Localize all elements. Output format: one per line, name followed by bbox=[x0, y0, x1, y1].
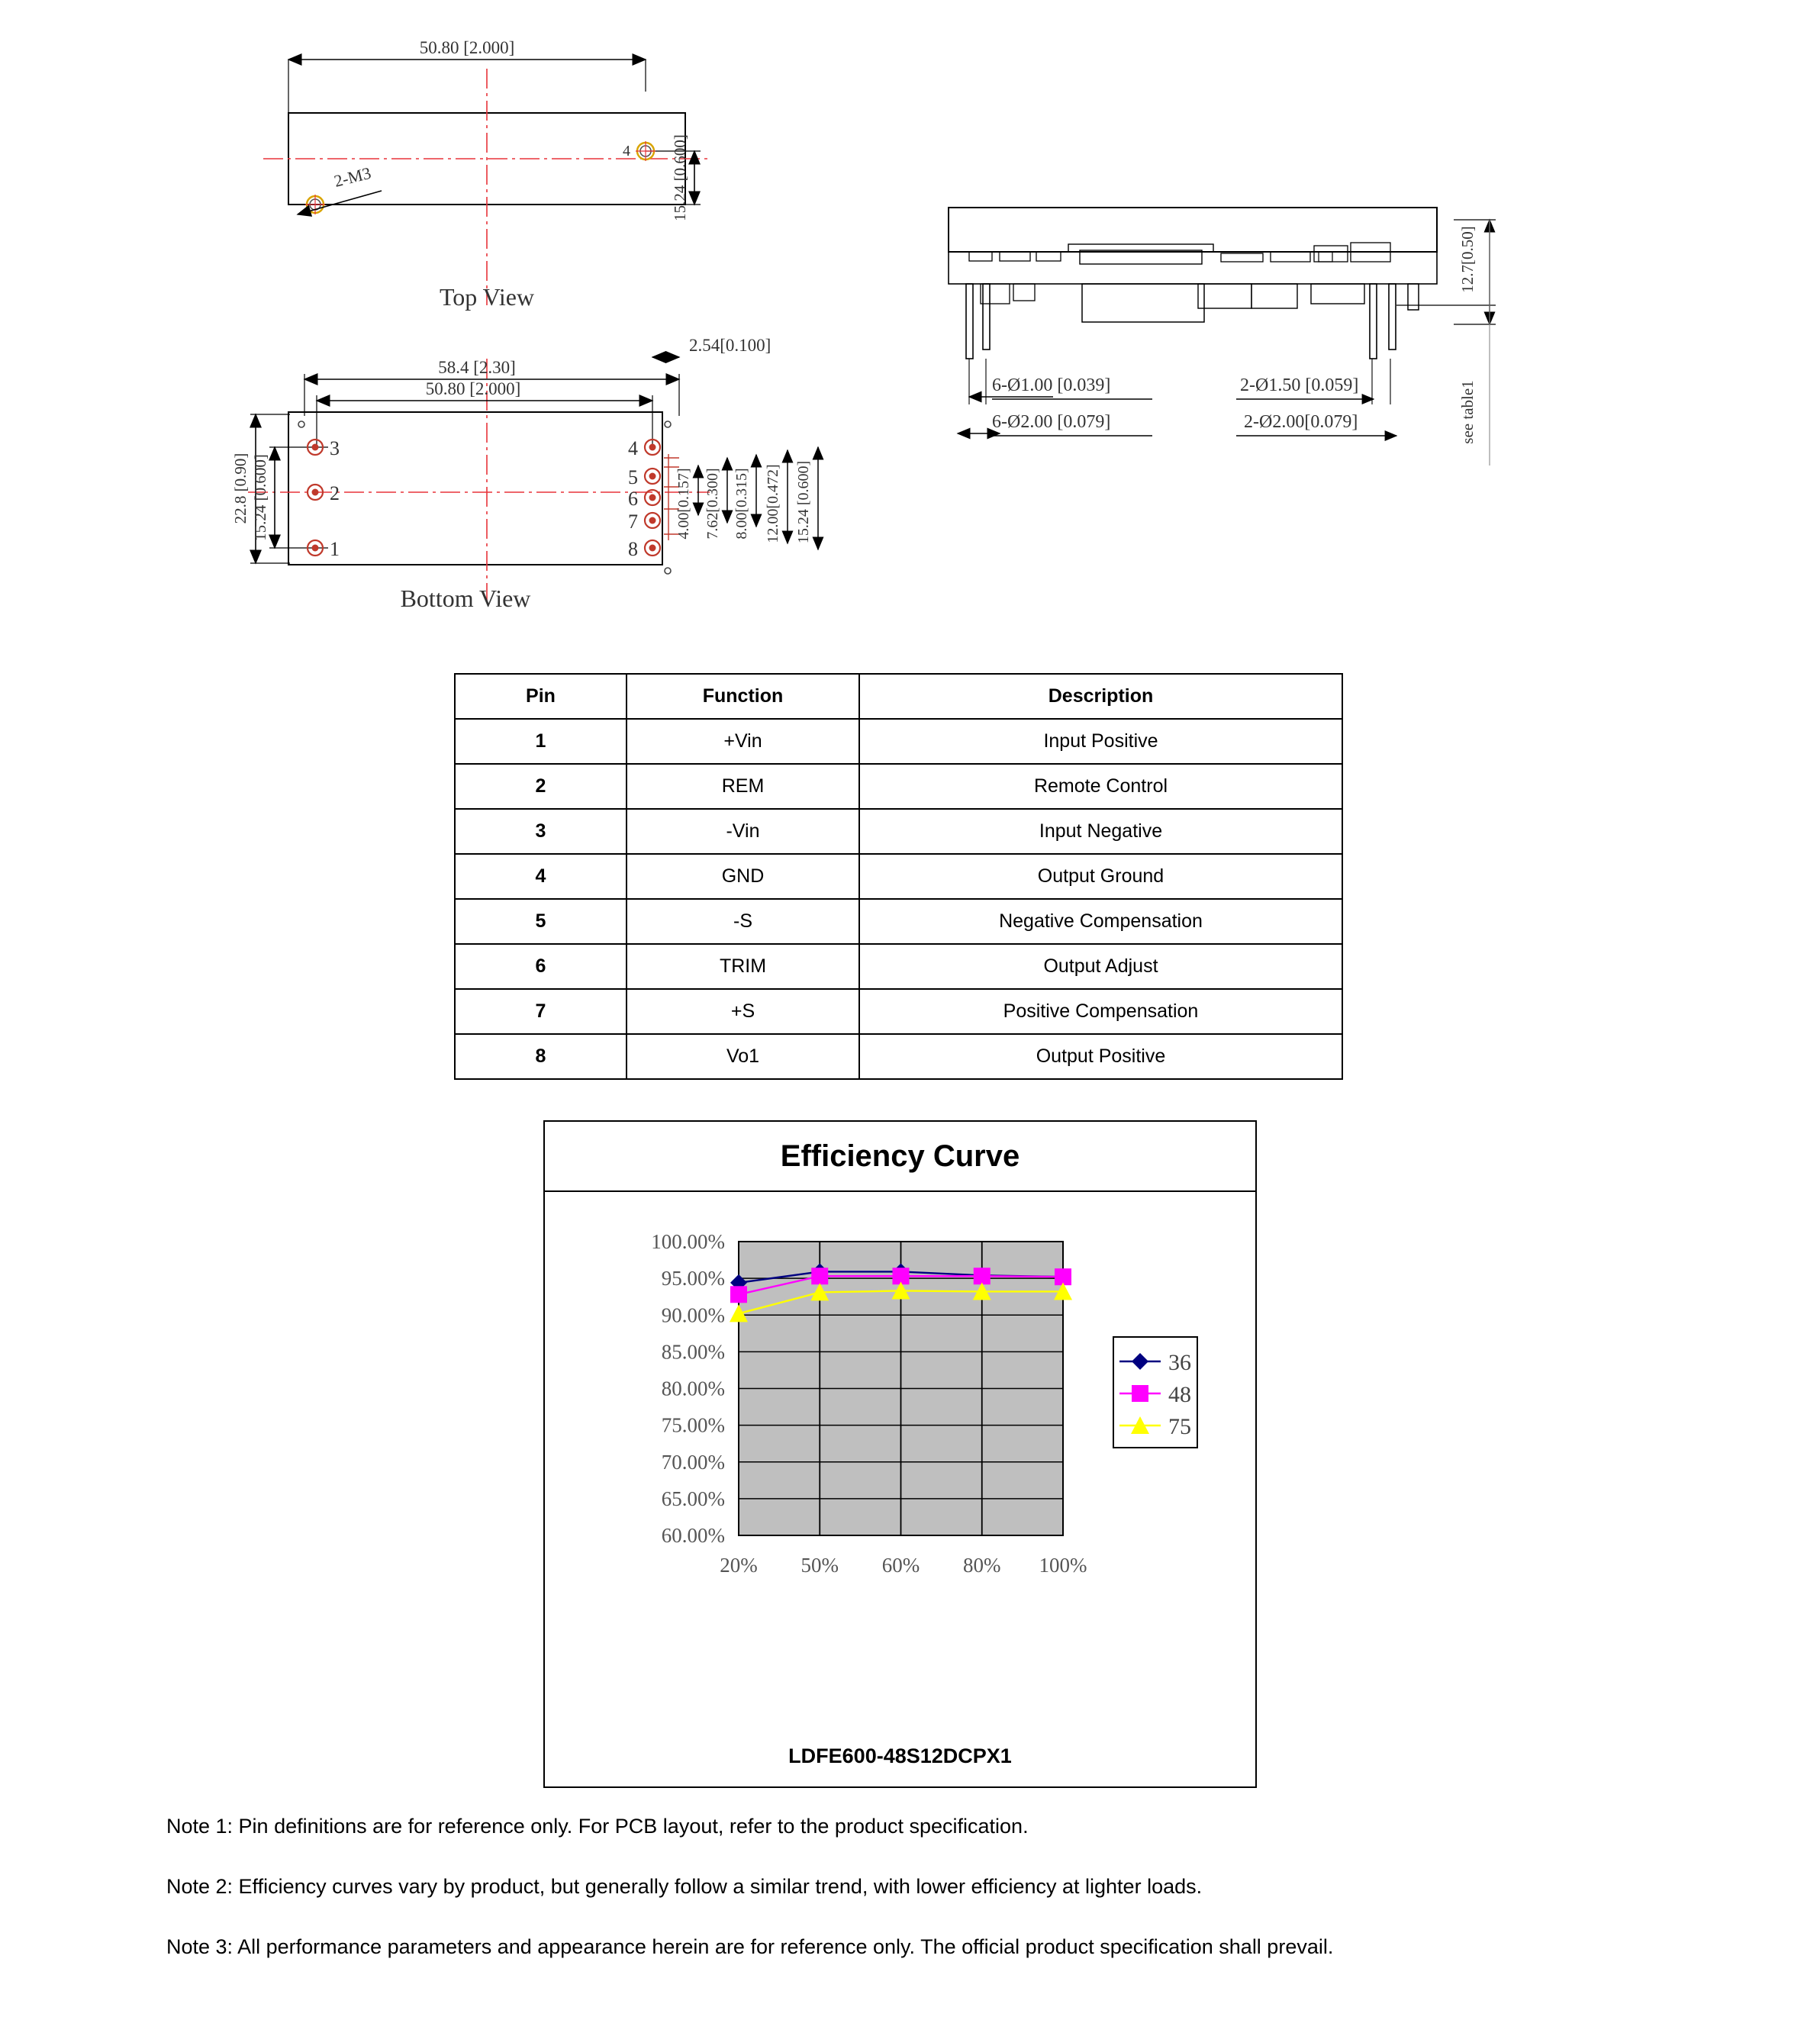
data-point-marker bbox=[1132, 1385, 1148, 1402]
x-axis-tick-label: 60% bbox=[881, 1554, 920, 1577]
y-axis-tick-label: 70.00% bbox=[661, 1450, 725, 1474]
top-view-caption: Top View bbox=[439, 283, 535, 311]
chart-title: Efficiency Curve bbox=[780, 1139, 1020, 1173]
y-axis-tick-label: 85.00% bbox=[661, 1340, 725, 1364]
cell-pin: 3 bbox=[455, 809, 627, 854]
bottom-view-outer-width-dim: 58.4 [2.30] bbox=[438, 358, 516, 377]
cell-function: -Vin bbox=[627, 809, 859, 854]
bottom-view-pin-label: 8 bbox=[628, 538, 638, 560]
note-line: Note 2: Efficiency curves vary by product, but generally follow a similar trend, with lower efficiency at lighter loads. bbox=[166, 1875, 1203, 1898]
bottom-view-drawing bbox=[231, 336, 818, 612]
bottom-view-right-dim: 12.00[0.472] bbox=[765, 464, 781, 543]
cell-function: GND bbox=[627, 854, 859, 899]
bottom-view-caption: Bottom View bbox=[400, 585, 531, 612]
mechanical-drawings bbox=[0, 0, 1820, 649]
cell-description: Input Positive bbox=[859, 719, 1342, 764]
cell-function: TRIM bbox=[627, 944, 859, 989]
pin-definition-table bbox=[454, 673, 1343, 1080]
bottom-view-right-dim: 4.00[0.157] bbox=[675, 468, 692, 540]
x-axis-tick-label: 50% bbox=[800, 1554, 839, 1577]
legend-label: 75 bbox=[1168, 1414, 1191, 1439]
top-view-hole4-label: 4 bbox=[623, 143, 630, 159]
table-row bbox=[455, 764, 1342, 809]
bottom-view-right-dim: 7.62[0.300] bbox=[704, 468, 721, 540]
column-header-pin: Pin bbox=[455, 674, 627, 719]
side-view-pin-dim: 6-Ø1.00 [0.039] bbox=[992, 375, 1111, 395]
x-axis-tick-label: 100% bbox=[1039, 1554, 1087, 1577]
table-row bbox=[455, 899, 1342, 944]
bottom-view-pin-label: 4 bbox=[628, 437, 638, 459]
cell-description: Output Positive bbox=[859, 1034, 1342, 1079]
cell-pin: 2 bbox=[455, 764, 627, 809]
x-axis-tick-label: 20% bbox=[720, 1554, 758, 1577]
chart-product-name: LDFE600-48S12DCPX1 bbox=[788, 1744, 1012, 1767]
drawings-svg bbox=[0, 0, 1820, 649]
chart-title-bar bbox=[545, 1122, 1255, 1192]
side-view-height-dim: 12.7[0.50] bbox=[1458, 226, 1477, 293]
y-axis-tick-label: 95.00% bbox=[661, 1267, 725, 1290]
cell-description: Negative Compensation bbox=[859, 899, 1342, 944]
top-view-drawing bbox=[263, 38, 710, 311]
table-row bbox=[455, 944, 1342, 989]
bottom-view-pin-label: 5 bbox=[628, 466, 638, 488]
side-view-pin-dim: 2-Ø2.00[0.079] bbox=[1244, 412, 1358, 432]
bottom-view-pin-label: 6 bbox=[628, 488, 638, 510]
chart-legend bbox=[1113, 1337, 1197, 1448]
cell-description: Input Negative bbox=[859, 809, 1342, 854]
bottom-view-right-dim: 8.00[0.315] bbox=[733, 468, 750, 540]
bottom-view-pitch-dim: 2.54[0.100] bbox=[689, 336, 771, 355]
table-row bbox=[455, 989, 1342, 1034]
table-row bbox=[455, 854, 1342, 899]
note-line: Note 3: All performance parameters and appearance herein are for reference only. The official product specification shall prevail. bbox=[166, 1935, 1334, 1958]
notes-section bbox=[166, 1815, 1693, 1996]
column-header-function: Function bbox=[627, 674, 859, 719]
bottom-view-right-dim: 15.24 [0.600] bbox=[795, 460, 812, 544]
table-row bbox=[455, 809, 1342, 854]
bottom-view-pin-label: 1 bbox=[330, 538, 340, 560]
cell-pin: 5 bbox=[455, 899, 627, 944]
side-view-see-table-note: see table1 bbox=[1458, 380, 1477, 444]
bottom-view-left-outer-dim: 22.8 [0.90] bbox=[231, 453, 250, 524]
cell-description: Output Adjust bbox=[859, 944, 1342, 989]
y-axis-tick-label: 65.00% bbox=[661, 1487, 725, 1510]
cell-function: +S bbox=[627, 989, 859, 1034]
bottom-view-pin-label: 3 bbox=[330, 437, 340, 459]
side-view-drawing bbox=[949, 208, 1496, 466]
y-axis-tick-label: 90.00% bbox=[661, 1303, 725, 1327]
cell-pin: 4 bbox=[455, 854, 627, 899]
cell-function: -S bbox=[627, 899, 859, 944]
top-view-height-dim: 15.24 [0.600] bbox=[671, 134, 689, 221]
side-view-pin-dim: 6-Ø2.00 [0.079] bbox=[992, 412, 1111, 432]
legend-label: 36 bbox=[1168, 1350, 1191, 1375]
data-point-marker bbox=[974, 1268, 991, 1284]
cell-description: Remote Control bbox=[859, 764, 1342, 809]
bottom-view-pin-label: 2 bbox=[330, 482, 340, 504]
note-line: Note 1: Pin definitions are for reference only. For PCB layout, refer to the product specification. bbox=[166, 1815, 1029, 1838]
cell-pin: 6 bbox=[455, 944, 627, 989]
legend-label: 48 bbox=[1168, 1382, 1191, 1407]
chart-body bbox=[545, 1192, 1255, 1788]
y-axis-tick-label: 80.00% bbox=[661, 1377, 725, 1400]
y-axis-tick-label: 60.00% bbox=[661, 1524, 725, 1547]
table-row bbox=[455, 719, 1342, 764]
data-point-marker bbox=[811, 1268, 828, 1284]
top-view-width-dim: 50.80 [2.000] bbox=[419, 38, 515, 57]
bottom-view-left-pins bbox=[298, 421, 340, 560]
cell-pin: 1 bbox=[455, 719, 627, 764]
side-view-pin-dim: 2-Ø1.50 [0.059] bbox=[1240, 375, 1359, 395]
bottom-view-left-inner-dim: 15.24 [0.600] bbox=[251, 454, 269, 541]
cell-pin: 8 bbox=[455, 1034, 627, 1079]
column-header-description: Description bbox=[859, 674, 1342, 719]
bottom-view-right-pins bbox=[628, 421, 679, 574]
bottom-view-pin-label: 7 bbox=[628, 511, 638, 533]
data-point-marker bbox=[730, 1286, 747, 1303]
x-axis-tick-label: 80% bbox=[963, 1554, 1001, 1577]
cell-pin: 7 bbox=[455, 989, 627, 1034]
top-view-screw-note: 2-M3 bbox=[332, 163, 373, 191]
table-header-row bbox=[455, 674, 1342, 719]
cell-description: Output Ground bbox=[859, 854, 1342, 899]
bottom-view-inner-width-dim: 50.80 [2.000] bbox=[425, 379, 521, 398]
table-row bbox=[455, 1034, 1342, 1079]
y-axis-tick-label: 100.00% bbox=[651, 1230, 725, 1253]
efficiency-chart-svg bbox=[545, 1192, 1255, 1788]
bottom-view-right-dims bbox=[675, 447, 818, 549]
efficiency-chart-card bbox=[543, 1120, 1257, 1788]
cell-function: Vo1 bbox=[627, 1034, 859, 1079]
y-axis-tick-label: 75.00% bbox=[661, 1413, 725, 1437]
cell-function: +Vin bbox=[627, 719, 859, 764]
cell-description: Positive Compensation bbox=[859, 989, 1342, 1034]
cell-function: REM bbox=[627, 764, 859, 809]
